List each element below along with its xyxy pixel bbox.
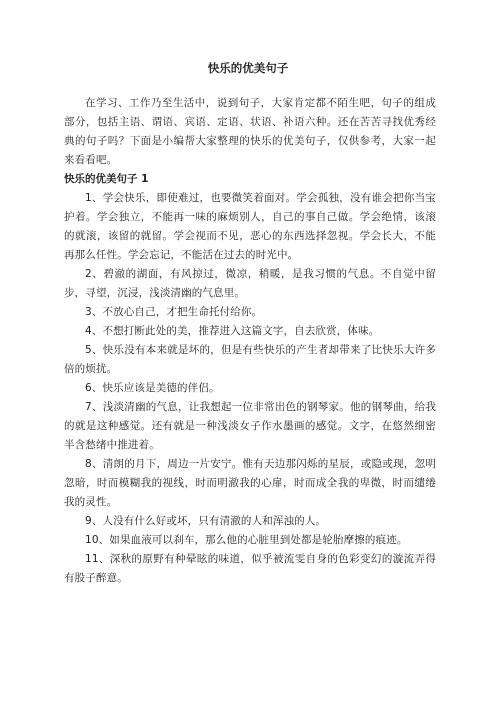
document-title: 快乐的优美句子 <box>207 61 289 75</box>
list-item: 11、深秋的原野有种晕眩的味道，似乎被流雯自身的色彩变幻的漩流弄得有股子醉意。 <box>64 553 436 584</box>
intro-paragraph: 在学习、工作乃至生活中，说到句子，大家肯定都不陌生吧，句子的组成部分，包括主语、谓语、宾语、定语、状语、补语六种。还在苦苦寻找优秀经典的句子吗？下面是小编帮大家整理的快乐的优美句子，仅供参考，大家一起来看看吧。 <box>64 97 436 166</box>
list-item: 7、浅淡清幽的气息，让我想起一位非常出色的钢琴家。他的钢琴曲，给我的就是这种感觉。还有就是一种浅淡女子作水墨画的感觉。文字，在悠然细密半含愁绪中推进着。 <box>64 401 436 451</box>
list-item: 5、快乐没有本来就是坏的，但是有些快乐的产生者却带来了比快乐大许多倍的烦扰。 <box>64 344 436 375</box>
list-item: 10、如果血液可以刹车，那么他的心脏里到处都是轮胎摩擦的痕迹。 <box>85 534 408 546</box>
document-body <box>64 94 436 588</box>
list-item: 4、不想打断此处的美，推荐进入这篇文字，自去欣赏，体味。 <box>85 325 380 337</box>
list-item: 8、清朗的月下，周边一片安宁。惟有天边那闪烁的星辰，或隐或现，忽明忽暗，时而模糊我的视线，时而明澈我的心扉，时而成全我的卑微，时而缱绻我的灵性。 <box>64 458 436 508</box>
list-item: 1、学会快乐，即使难过，也要微笑着面对。学会孤独，没有谁会把你当宝护着。学会独立，不能再一味的麻烦别人，自己的事自己做。学会绝情，该滚的就滚，该留的就留。学会视而不见，恶心的东西选择忽视。学会长大，不能再那么任性。学会忘记，不能活在过去的时光中。 <box>64 192 436 261</box>
list-item: 3、不放心自己，才把生命托付给你。 <box>85 306 263 318</box>
section-heading: 快乐的优美句子 1 <box>64 173 149 185</box>
list-item: 6、快乐应该是美德的伴侣。 <box>85 382 220 394</box>
list-item: 9、人没有什么好或坏，只有清澈的人和浑浊的人。 <box>85 515 327 527</box>
list-item: 2、碧澈的湖面，有风掠过，微凉，稍暖，是我习惯的气息。不自觉中留步，寻望，沉浸，浅淡清幽的气息里。 <box>64 268 436 299</box>
